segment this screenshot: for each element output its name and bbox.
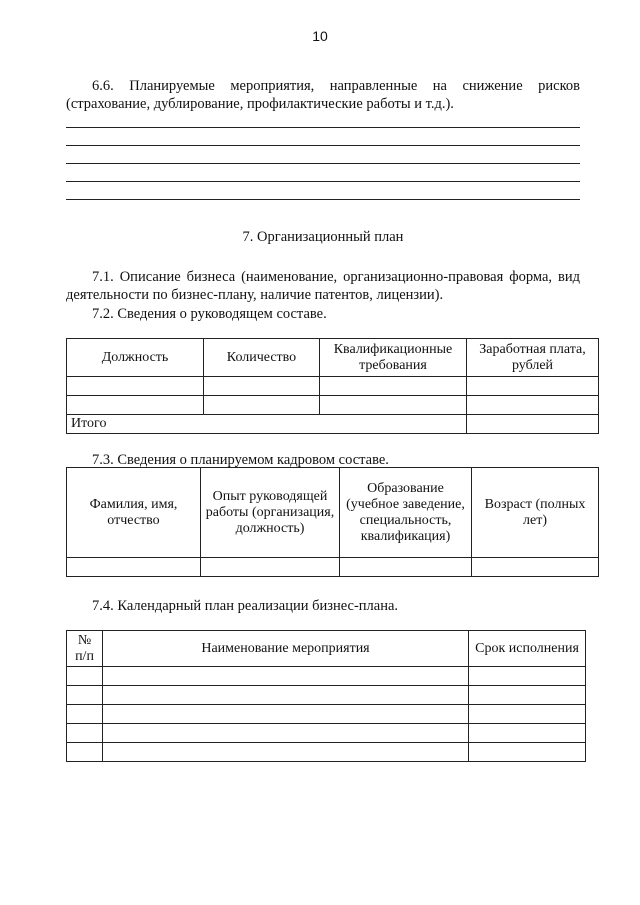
- table-row: [67, 667, 586, 686]
- table-row: [67, 558, 599, 577]
- col-header-age: Возраст (полных лет): [472, 468, 599, 558]
- section-7-2-heading: 7.2. Сведения о руководящем составе.: [92, 306, 327, 322]
- table-row: [67, 743, 586, 762]
- fill-line: [66, 163, 580, 164]
- total-row: [67, 415, 599, 434]
- section-7-3-heading: 7.3. Сведения о планируемом кадровом составе.: [92, 452, 389, 468]
- col-header-full-name: Фамилия, имя, отчество: [67, 468, 201, 558]
- table-row: [67, 396, 599, 415]
- fill-line: [66, 181, 580, 182]
- table-row: [67, 705, 586, 724]
- page-number: 10: [312, 28, 328, 44]
- fill-line: [66, 145, 580, 146]
- table-row: [67, 377, 599, 396]
- fill-line: [66, 127, 580, 128]
- section-7-title: 7. Организационный план: [242, 229, 404, 245]
- col-header-activity: Наименование мероприятия: [103, 631, 469, 667]
- col-header-quantity: Количество: [204, 339, 320, 377]
- planned-staff-table: [66, 467, 599, 577]
- col-header-qualification: Квалификационные требования: [320, 339, 467, 377]
- management-staff-table: [66, 338, 599, 434]
- col-header-management-experience: Опыт руководящей работы (организация, должность): [201, 468, 340, 558]
- calendar-plan-table: [66, 630, 586, 762]
- total-label: Итого: [67, 415, 467, 434]
- col-header-education: Образование (учебное заведение, специальность, квалификация): [340, 468, 472, 558]
- table-row: [67, 724, 586, 743]
- section-7-4-heading: 7.4. Календарный план реализации бизнес-плана.: [92, 598, 399, 614]
- col-header-salary: Заработная плата, рублей: [467, 339, 599, 377]
- col-header-number: № п/п: [67, 631, 103, 667]
- col-header-deadline: Срок исполнения: [469, 631, 586, 667]
- table-row: [67, 686, 586, 705]
- section-7-1-line2: деятельности по бизнес-плану, наличие патентов, лицензии).: [66, 287, 444, 303]
- col-header-position: Должность: [67, 339, 204, 377]
- section-7-1-line1: 7.1. Описание бизнеса (наименование, организационно-правовая форма, вид: [92, 269, 580, 285]
- section-6-6-line1: 6.6. Планируемые мероприятия, направленные на снижение рисков: [92, 78, 580, 94]
- section-6-6-line2: (страхование, дублирование, профилактические работы и т.д.).: [66, 96, 454, 112]
- fill-line: [66, 199, 580, 200]
